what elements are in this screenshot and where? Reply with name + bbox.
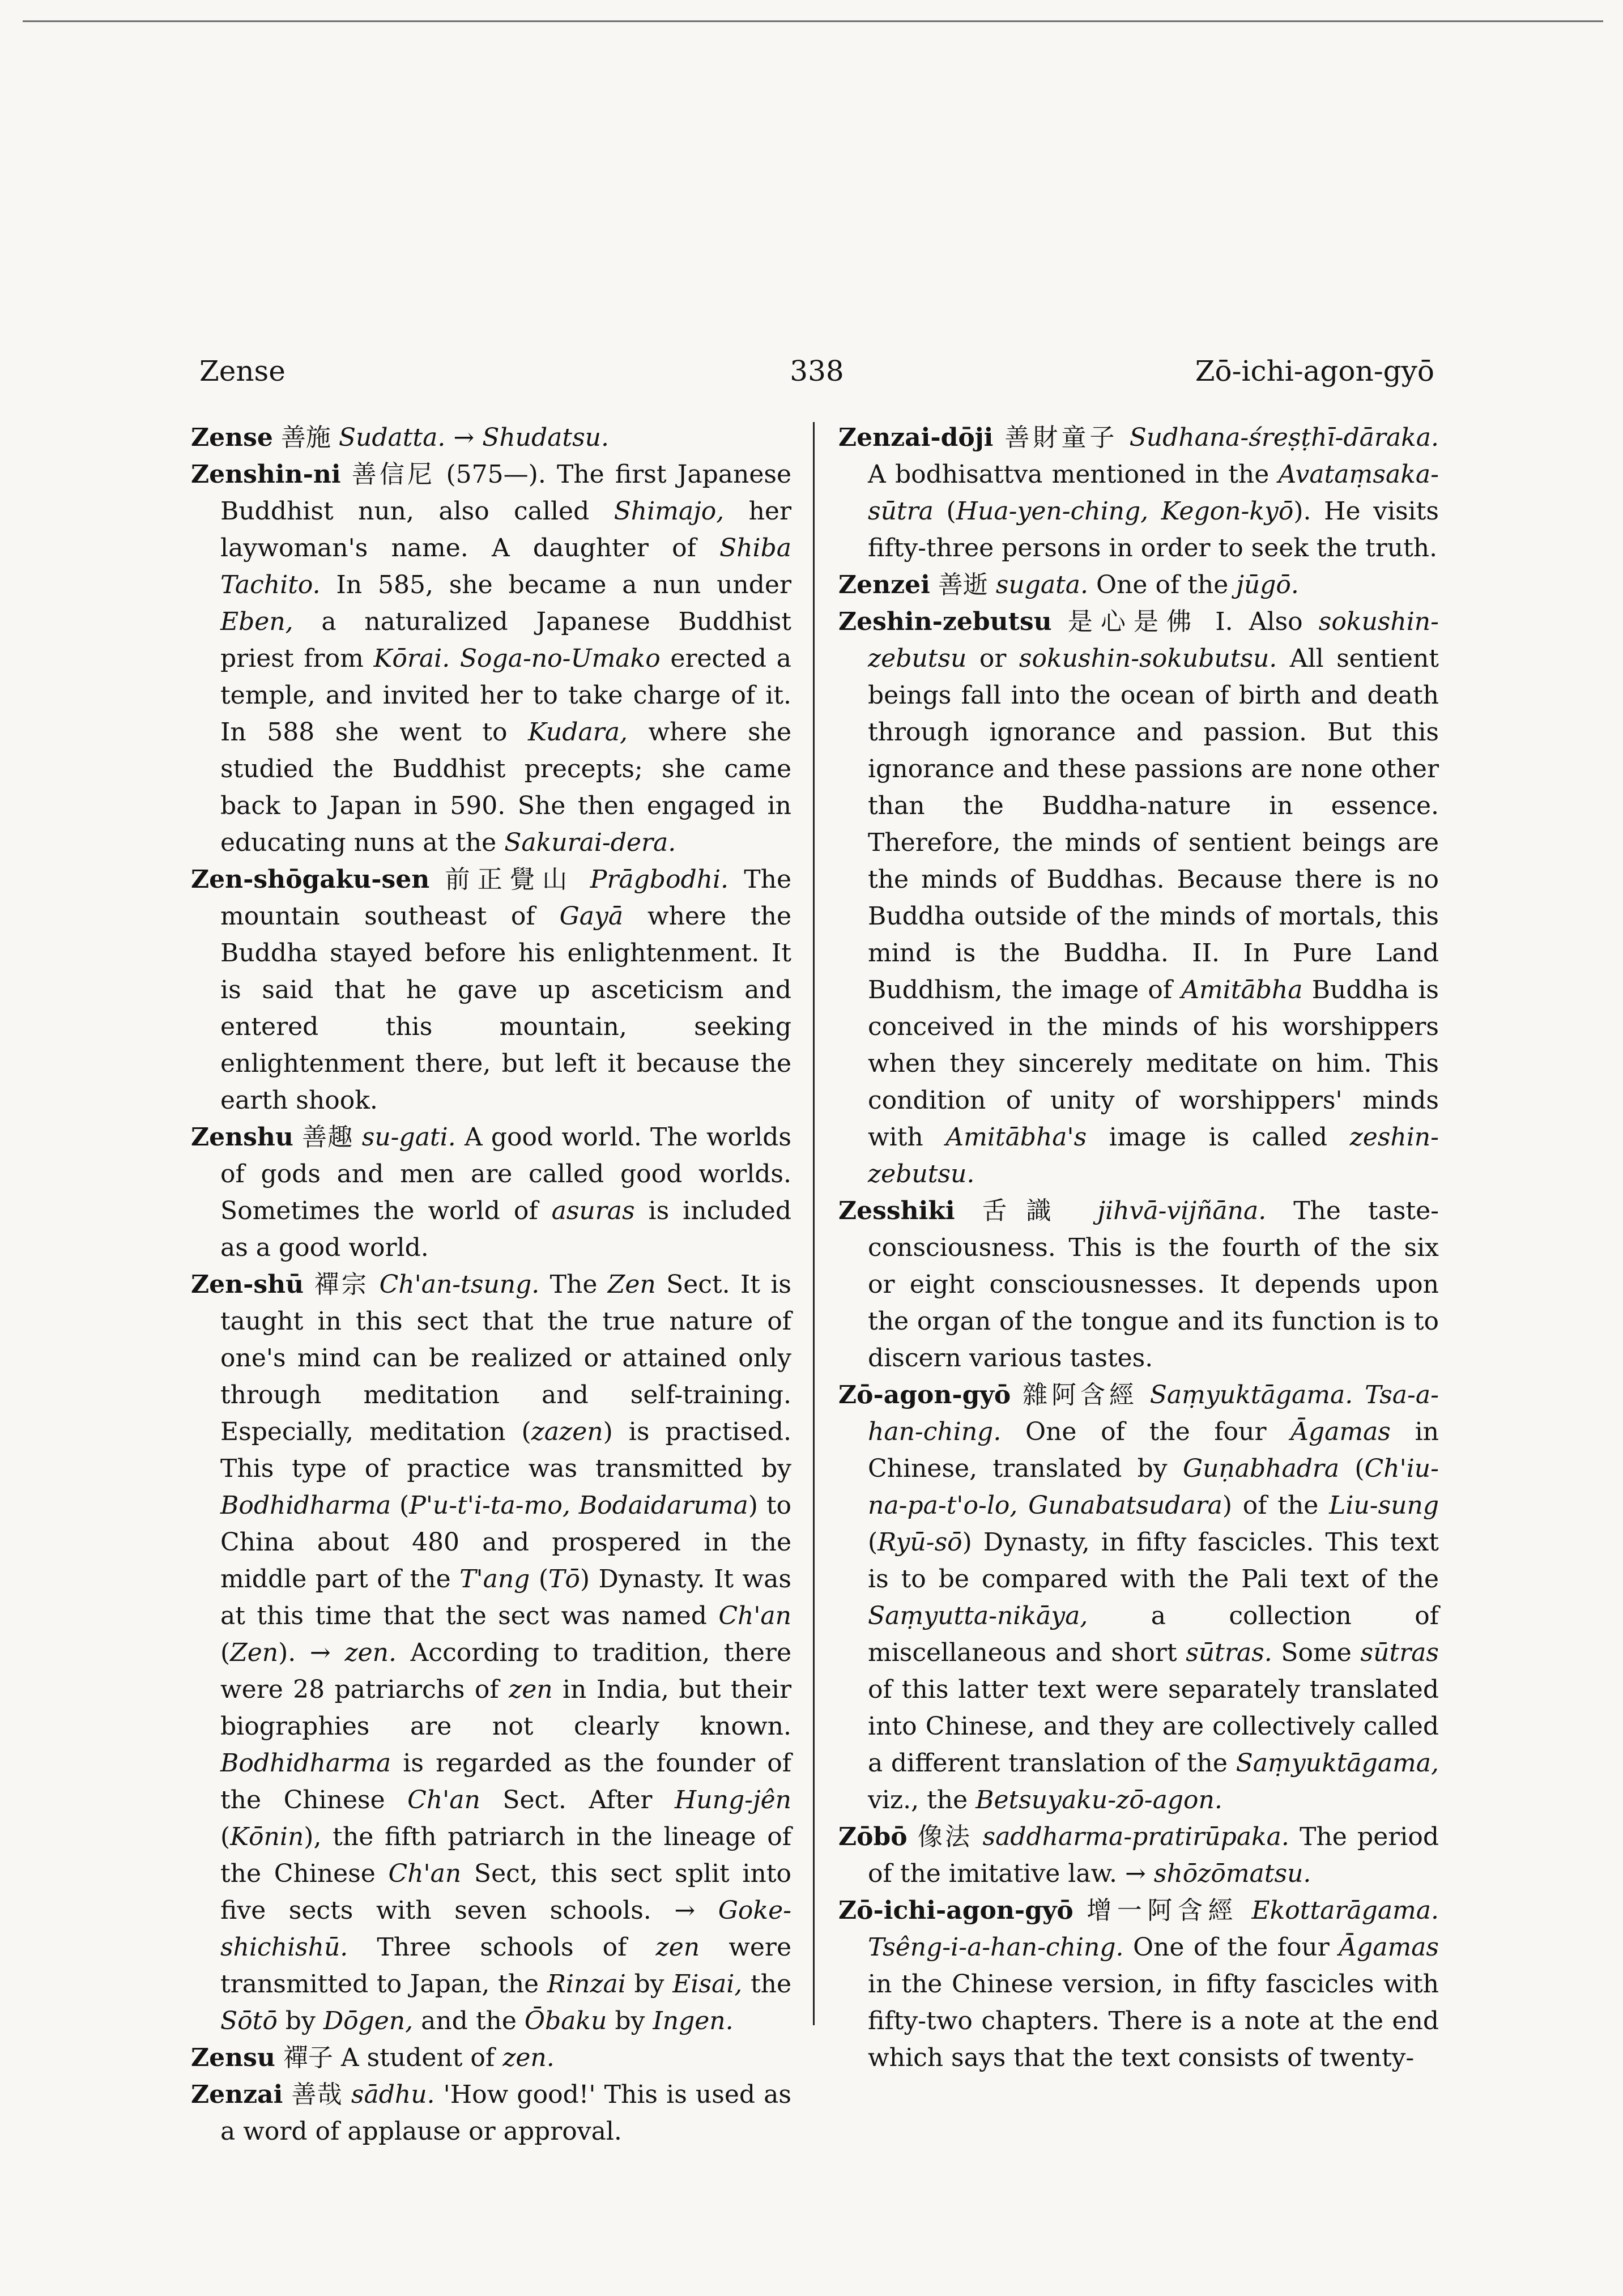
dictionary-entry <box>838 1892 1439 2076</box>
entry-text: where the Buddha stayed before his enlightenment. It is said that he gave up asceticism and entered this mountain, seeking enlightenment there, but left it because the earth shook. <box>220 902 791 1115</box>
entry-headword: Zenzai-dōji <box>838 423 994 452</box>
entry-italic-term: Ch'an-tsung. <box>379 1270 540 1299</box>
entry-text: One of the four <box>1001 1417 1291 1446</box>
entry-text: Sect. After <box>480 1786 675 1814</box>
entry-italic-term: zen <box>509 1675 553 1704</box>
entry-headword: Zenzei <box>838 570 930 599</box>
entry-italic-term: Tō <box>548 1565 580 1594</box>
entry-italic-term: Ch'an <box>388 1859 462 1888</box>
entry-italic-term: sugata. <box>995 570 1089 599</box>
dictionary-entry <box>838 603 1439 1192</box>
entry-chinese-characters: 善財童子 <box>1004 423 1118 452</box>
entry-text: (575—). The first Japanese Buddhist nun, also called <box>220 460 791 526</box>
entry-text <box>450 644 460 673</box>
entry-italic-term: sokushin-zebutsu <box>868 607 1439 673</box>
entry-italic-term: Bodhidharma <box>220 1491 391 1520</box>
entry-italic-term: Saṃyutta-nikāya, <box>868 1601 1088 1630</box>
entry-text: ). He visits fifty-three persons in order to seek the truth. <box>868 497 1439 563</box>
entry-headword: Zeshin-zebutsu <box>838 607 1052 636</box>
entry-text: Buddha is conceived in the minds of his worshippers when they sincerely meditate on him. This condition of unity of worshippers' minds with <box>868 976 1439 1152</box>
entry-italic-term: Gayā <box>559 902 624 931</box>
entry-italic-term: Eben, <box>220 607 293 636</box>
entry-text: a naturalized Japanese Buddhist priest from <box>220 607 791 673</box>
entry-text: image is called <box>1087 1123 1350 1152</box>
entry-text: 'How good!' This is used as a word of applause or approval. <box>220 2080 791 2146</box>
entry-headword: Zensu <box>191 2043 275 2072</box>
entry-italic-term: Ch'iu-na-pa-t'o-lo, Gunabatsudara <box>868 1454 1439 1520</box>
entry-chinese-characters: 善哉 <box>291 2080 343 2109</box>
entry-italic-term: Bodhidharma <box>220 1749 391 1778</box>
entry-text: ) of the <box>1222 1491 1330 1520</box>
entry-text: A student of <box>333 2043 503 2072</box>
entry-chinese-characters: 舌識 <box>982 1196 1071 1225</box>
entry-chinese-characters: 禪子 <box>283 2043 333 2072</box>
dictionary-entry <box>838 419 1439 566</box>
entry-text: According to tradition, there were 28 patriarchs of <box>220 1638 791 1704</box>
entry-italic-term: Kōnin <box>230 1822 304 1851</box>
entry-italic-term: zeshin-zebutsu. <box>868 1123 1439 1189</box>
entry-text: were transmitted to Japan, the <box>220 1933 792 1999</box>
entry-text: The taste-consciousness. This is the fourth of the six or eight consciousnesses. It depends upon the organ of the tongue and its function is to discern various tastes. <box>868 1196 1439 1373</box>
page-number: 338 <box>790 355 844 387</box>
entry-italic-term: Rinzai <box>547 1970 626 1999</box>
entry-chinese-characters: 是心是佛 <box>1067 607 1200 636</box>
left-column <box>191 419 791 2150</box>
dictionary-entry <box>191 1119 791 1266</box>
entry-italic-term: Goke-shichishū. <box>220 1896 791 1962</box>
entry-text: ( <box>868 1528 878 1557</box>
entry-italic-term: Ch'an <box>407 1786 480 1814</box>
entry-text: ( <box>220 1822 231 1851</box>
entry-text: Sect. It is taught in this sect that the true nature of one's mind can be realized or attained only through meditation and self-training. Especially, meditation ( <box>220 1270 792 1446</box>
entry-text: The period of the imitative law. → <box>868 1822 1439 1888</box>
entry-text: ( <box>1339 1454 1365 1483</box>
entry-text: ) to China about 480 and prospered in the middle part of the <box>220 1491 792 1594</box>
dictionary-entry <box>191 2039 791 2076</box>
dictionary-entry <box>838 1192 1439 1377</box>
entry-text <box>353 1123 362 1152</box>
entry-italic-term: Shimajo, <box>614 497 725 526</box>
entry-headword: Zesshiki <box>838 1196 955 1225</box>
entry-italic-term: su-gati. <box>361 1123 456 1152</box>
entry-italic-term: Dōgen, <box>323 2007 414 2035</box>
entry-italic-term: Zen <box>607 1270 656 1299</box>
dictionary-entry <box>838 566 1439 603</box>
entry-italic-term: Amitābha <box>1181 976 1303 1004</box>
entry-italic-term: Shudatsu. <box>482 423 609 452</box>
entry-italic-term: Saṃyuktāgama. Tsa-a-han-ching. <box>868 1381 1439 1446</box>
entry-italic-term: Soga-no-Umako <box>459 644 661 673</box>
entry-text: One of the <box>1088 570 1237 599</box>
entry-text: in Chinese, translated by <box>868 1417 1439 1483</box>
entry-text <box>1118 423 1130 452</box>
entry-headword: Zen-shōgaku-sen <box>191 865 430 894</box>
entry-chinese-characters: 禪宗 <box>314 1270 369 1299</box>
entry-text: Some <box>1272 1638 1361 1667</box>
entry-text <box>1138 1381 1150 1409</box>
entry-italic-term: Sakurai-dera. <box>504 828 676 857</box>
entry-text: I. Also <box>1199 607 1319 636</box>
entry-text: ), the fifth patriarch in the lineage of the Chinese <box>220 1822 791 1888</box>
entry-text: where she studied the Buddhist precepts; she came back to Japan in 590. She then engaged in educating nuns at the <box>220 718 791 857</box>
entry-italic-term: sūtras <box>1360 1638 1439 1667</box>
entry-italic-term: Kudara, <box>528 718 628 747</box>
entry-italic-term: zen. <box>502 2043 555 2072</box>
entry-text: ). → <box>278 1638 345 1667</box>
entry-italic-term: zazen <box>531 1417 603 1446</box>
entry-italic-term: Ingen. <box>653 2007 734 2035</box>
entry-text: and the <box>413 2007 525 2035</box>
entry-text: in India, but their biographies are not clearly known. <box>220 1675 791 1741</box>
entry-text: ) Dynasty. It was at this time that the sect was named <box>220 1565 791 1630</box>
entry-text: or <box>966 644 1019 673</box>
dictionary-entry <box>191 456 791 861</box>
entry-text: Sect, this sect split into five sects with seven schools. → <box>220 1859 791 1925</box>
entry-text <box>343 2080 351 2109</box>
entry-italic-term: Ch'an <box>718 1601 791 1630</box>
entry-italic-term: asuras <box>551 1196 635 1225</box>
entry-chinese-characters: 前正覺山 <box>445 865 575 894</box>
column-divider <box>813 422 815 2025</box>
header-right-guideword: Zō-ichi-agon-gyō <box>1195 355 1434 387</box>
dictionary-entry <box>838 1818 1439 1892</box>
entry-text: the <box>742 1970 792 1999</box>
entry-text: → <box>445 423 483 452</box>
entry-italic-term: Guṇabhadra <box>1182 1454 1340 1483</box>
running-head <box>199 355 1434 395</box>
header-left-guideword: Zense <box>199 355 286 387</box>
entry-italic-term: Sōtō <box>220 2007 278 2035</box>
entry-italic-term: Kōrai. <box>373 644 450 673</box>
entry-italic-term: saddharma-pratirūpaka. <box>982 1822 1289 1851</box>
entry-headword: Zō-ichi-agon-gyō <box>838 1896 1074 1925</box>
entry-text: Three schools of <box>348 1933 656 1962</box>
entry-text: in the Chinese version, in fifty fascicles with fifty-two chapters. There is a note at the end which says that the text consists of twenty- <box>868 1970 1439 2072</box>
entry-text <box>331 423 339 452</box>
entry-italic-term: Shiba Tachito. <box>220 534 791 599</box>
entry-text: A good world. The worlds of gods and men are called good worlds. Sometimes the world of <box>220 1123 791 1225</box>
entry-italic-term: Ōbaku <box>524 2007 607 2035</box>
entry-text <box>972 1822 982 1851</box>
entry-italic-term: jihvā-vijñāna. <box>1097 1196 1267 1225</box>
entry-headword: Zenzai <box>191 2080 283 2109</box>
entry-text: ) is practised. This type of practice was transmitted by <box>220 1417 791 1483</box>
entry-text: ( <box>391 1491 410 1520</box>
entry-text: her laywoman's name. A daughter of <box>220 497 791 563</box>
entry-italic-term: Hung-jên <box>674 1786 791 1814</box>
entry-italic-term: Āgamas <box>1290 1417 1391 1446</box>
entry-headword: Zense <box>191 423 273 452</box>
dictionary-entry <box>191 861 791 1119</box>
entry-text: erected a temple, and invited her to take charge of it. In 588 she went to <box>220 644 791 747</box>
entry-chinese-characters: 善信尼 <box>351 460 436 489</box>
entry-text: The mountain southeast of <box>220 865 791 931</box>
entry-italic-term: sādhu. <box>351 2080 435 2109</box>
entry-text: ( <box>530 1565 548 1594</box>
entry-text: In 585, she became a nun under <box>320 570 791 599</box>
entry-italic-term: Amitābha's <box>945 1123 1087 1152</box>
entry-italic-term: zen. <box>344 1638 397 1667</box>
entry-italic-term: jūgō. <box>1236 570 1299 599</box>
entry-text <box>575 865 590 894</box>
entry-text: ( <box>220 1638 231 1667</box>
entry-italic-term: Eisai, <box>672 1970 743 1999</box>
entry-headword: Zōbō <box>838 1822 908 1851</box>
dictionary-entry <box>191 419 791 456</box>
dictionary-entry <box>191 1266 791 2039</box>
entry-italic-term: Sudhana-śreṣṭhī-dāraka. <box>1129 423 1439 452</box>
entry-text: All sentient beings fall into the ocean of birth and death through ignorance and passion. But this ignorance and these passions are none other than the Buddha-nature in essence. Therefore, the minds of sentient beings are the minds of Buddhas. Because there is no Buddha outside of the minds of mortals, this mind is the Buddha. II. In Pure Land Buddhism, the image of <box>868 644 1439 1004</box>
entry-text: ( <box>933 497 956 526</box>
entry-text: The <box>539 1270 608 1299</box>
entry-italic-term: Liu-sung <box>1329 1491 1439 1520</box>
entry-italic-term: Hua-yen-ching, Kegon-kyō <box>956 497 1294 526</box>
right-column <box>838 419 1439 2076</box>
entry-text: of this latter text were separately translated into Chinese, and they are collectively called a different translation of the <box>868 1675 1439 1778</box>
entry-chinese-characters: 雜阿含經 <box>1023 1381 1138 1409</box>
entry-italic-term: Avataṃsaka-sūtra <box>868 460 1439 526</box>
entry-chinese-characters: 善逝 <box>938 570 988 599</box>
entry-headword: Zenshin-ni <box>191 460 341 489</box>
entry-text: by <box>625 1970 673 1999</box>
entry-headword: Zen-shū <box>191 1270 304 1299</box>
entry-italic-term: Ryū-sō <box>877 1528 962 1557</box>
entry-italic-term: Betsuyaku-zō-agon. <box>975 1786 1222 1814</box>
entry-text: is included as a good world. <box>220 1196 791 1262</box>
entry-italic-term: T'ang <box>459 1565 530 1594</box>
entry-chinese-characters: 像法 <box>917 1822 973 1851</box>
entry-italic-term: Prāgbodhi. <box>590 865 729 894</box>
entry-chinese-characters: 善趣 <box>302 1123 353 1152</box>
entry-headword: Zenshu <box>191 1123 293 1152</box>
entry-text: a collection of miscellaneous and short <box>868 1601 1439 1667</box>
entry-text: One of the four <box>1123 1933 1339 1962</box>
entry-text: A bodhisattva <box>868 460 1043 489</box>
entry-text: mentioned in the <box>1042 460 1279 489</box>
entry-text <box>1071 1196 1098 1225</box>
entry-italic-term: Saṃyuktāgama, <box>1236 1749 1439 1778</box>
entry-chinese-characters: 增一阿含經 <box>1087 1896 1238 1925</box>
dictionary-entry <box>191 2076 791 2150</box>
entry-text: by <box>607 2007 653 2035</box>
entry-text: ) Dynasty, in fifty fascicles. This text is to be compared with the Pali text of the <box>868 1528 1439 1594</box>
entry-text: viz., the <box>868 1786 976 1814</box>
entry-italic-term: Āgamas <box>1339 1933 1439 1962</box>
entry-italic-term: shōzōmatsu. <box>1153 1859 1311 1888</box>
entry-text <box>1238 1896 1252 1925</box>
entry-headword: Zō-agon-gyō <box>838 1381 1011 1409</box>
entry-italic-term: zen <box>655 1933 700 1962</box>
entry-text: is regarded as the founder of the Chinese <box>220 1749 791 1814</box>
entry-italic-term: P'u-t'i-ta-mo, Bodaidaruma <box>409 1491 748 1520</box>
entry-italic-term: Zen <box>230 1638 279 1667</box>
scan-edge-line <box>23 20 1603 22</box>
entry-text <box>369 1270 379 1299</box>
dictionary-entry <box>838 1377 1439 1818</box>
entry-italic-term: sūtras. <box>1186 1638 1272 1667</box>
entry-text <box>988 570 996 599</box>
entry-italic-term: sokushin-sokubutsu. <box>1019 644 1277 673</box>
entry-italic-term: Sudatta. <box>338 423 446 452</box>
entry-chinese-characters: 善施 <box>280 423 331 452</box>
entry-italic-term: Ekottarāgama. Tsêng-i-a-han-ching. <box>868 1896 1439 1962</box>
entry-text: by <box>277 2007 323 2035</box>
